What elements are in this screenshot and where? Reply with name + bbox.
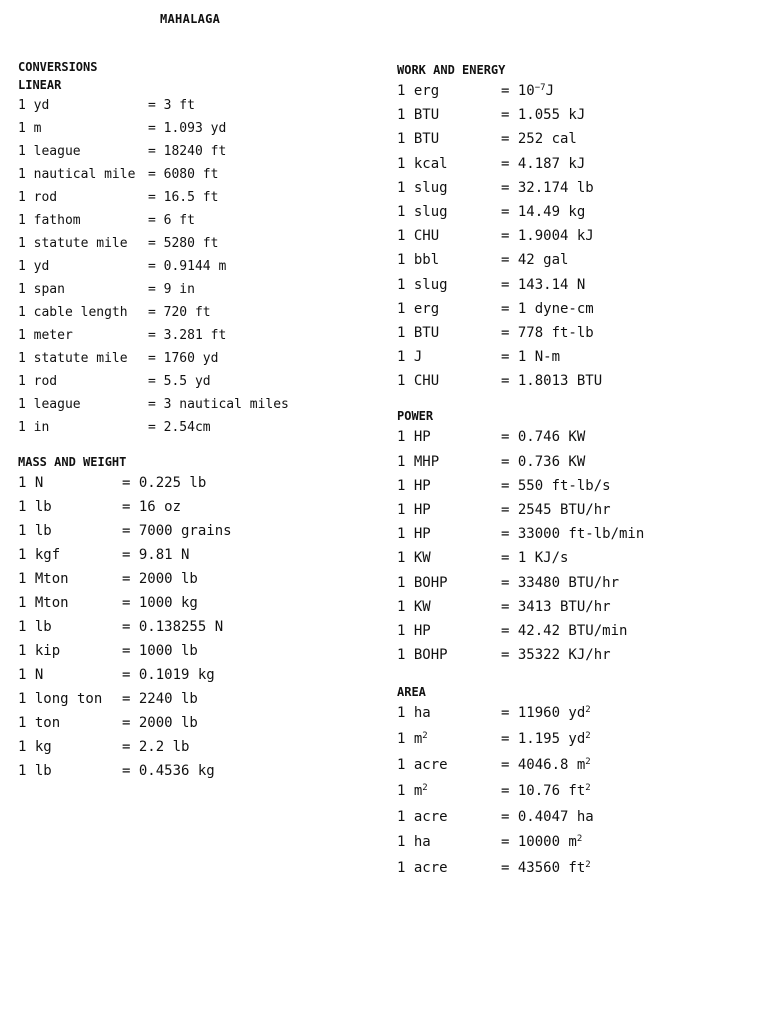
exponent: 2 xyxy=(585,756,591,767)
equivalent-value: = 1.8013 BTU xyxy=(501,373,603,390)
equivalent-value: = 10000 $m^2$ xyxy=(501,834,583,851)
conversion-row xyxy=(397,546,757,570)
conversion-row xyxy=(18,639,378,663)
exponent: 2 xyxy=(585,731,591,742)
unit-label: 1 long ton xyxy=(18,691,103,707)
equivalent-value: = 1 dyne-cm xyxy=(501,300,594,317)
conversion-row xyxy=(18,370,378,393)
equivalent-value: = 1.055 kJ xyxy=(501,107,586,124)
conversion-row xyxy=(18,94,378,117)
equivalent-value: = 42.42 BTU/min xyxy=(501,622,628,639)
unit-label: 1 acre xyxy=(397,860,448,877)
equivalent-value: = 2000 lb xyxy=(122,715,198,731)
exponent: 2 xyxy=(585,860,591,871)
equivalent-value: = 1000 lb xyxy=(122,643,198,659)
conversion-row xyxy=(397,450,757,474)
equivalent-value: = 9.81 N xyxy=(122,547,190,563)
equivalent-value: = 16 oz xyxy=(122,499,182,515)
unit-label: 1 lb xyxy=(18,619,52,635)
conversion-row xyxy=(18,278,378,301)
unit-label: 1 statute mile xyxy=(18,351,128,366)
conversion-row xyxy=(397,248,757,272)
conversion-row xyxy=(18,416,378,439)
conversion-row xyxy=(397,297,757,321)
exponent: −7 xyxy=(534,83,546,93)
conversion-row xyxy=(18,567,378,591)
conversion-row xyxy=(18,301,378,324)
conversion-row xyxy=(397,79,757,103)
unit-label: 1 $m^2$ xyxy=(397,782,428,799)
equivalent-value: = 0.4047 ha xyxy=(501,808,594,825)
linear-section xyxy=(18,76,378,439)
conversion-row xyxy=(18,759,378,783)
unit-label: 1 slug xyxy=(397,179,448,196)
unit-label: 1 BOHP xyxy=(397,647,448,664)
equivalent-value: = 33480 BTU/hr xyxy=(501,574,620,591)
equivalent-value: = 14.49 kg xyxy=(501,203,586,220)
unit-label: 1 BTU xyxy=(397,131,440,148)
exponent: 2 xyxy=(422,782,428,793)
conversion-row xyxy=(18,711,378,735)
equivalent-value: = 0.736 KW xyxy=(501,453,586,470)
conversion-row xyxy=(18,163,378,186)
equivalent-value: = 3 ft xyxy=(148,98,195,113)
conversion-row xyxy=(18,735,378,759)
unit-label: 1 rod xyxy=(18,374,58,389)
conversion-row xyxy=(397,273,757,297)
equivalent-value: = 1.093 yd xyxy=(148,121,227,136)
unit-label: 1 fathom xyxy=(18,213,81,228)
conversion-row xyxy=(397,369,757,393)
equivalent-value: = 42 gal xyxy=(501,252,569,269)
equivalent-value: = 9 in xyxy=(148,282,195,297)
unit-label: 1 kgf xyxy=(18,547,61,563)
unit-label: 1 ha xyxy=(397,834,431,851)
unit-label: 1 HP xyxy=(397,526,431,543)
equivalent-value: = 2240 lb xyxy=(122,691,198,707)
equivalent-value: = 3 nautical miles xyxy=(148,397,289,412)
conversion-row xyxy=(397,152,757,176)
unit-label: 1 lb xyxy=(18,763,52,779)
unit-label: 1 m xyxy=(18,121,42,136)
equivalent-value: = 0.1019 kg xyxy=(122,667,215,683)
unit-label: 1 kg xyxy=(18,739,52,755)
conversion-row xyxy=(18,393,378,416)
conversion-row xyxy=(397,643,757,667)
equivalent-value: = 3.281 ft xyxy=(148,328,227,343)
equivalent-value: = 32.174 lb xyxy=(501,179,594,196)
equivalent-value: = 2.54cm xyxy=(148,420,211,435)
unit-label: 1 slug xyxy=(397,276,448,293)
unit-label: 1 league xyxy=(18,144,81,159)
power-section xyxy=(397,407,757,667)
conversion-row xyxy=(397,498,757,522)
conversion-row xyxy=(397,830,757,856)
conversion-row xyxy=(18,615,378,639)
conversion-row xyxy=(397,224,757,248)
conversion-row xyxy=(18,495,378,519)
right-column xyxy=(397,61,757,882)
unit-label: 1 slug xyxy=(397,203,448,220)
section-heading: MASS AND WEIGHT xyxy=(18,455,127,469)
equivalent-value: = 5.5 yd xyxy=(148,374,211,389)
equivalent-value: = 1.195 $yd^2$ xyxy=(501,731,591,748)
left-column xyxy=(18,58,378,783)
exponent: 2 xyxy=(585,705,591,716)
unit-label: 1 erg xyxy=(397,300,440,317)
unit-label: 1 BOHP xyxy=(397,574,448,591)
unit-label: 1 statute mile xyxy=(18,236,128,251)
conversion-row xyxy=(18,591,378,615)
equivalent-value: = 720 ft xyxy=(148,305,211,320)
equivalent-value: = 1.9004 kJ xyxy=(501,228,594,245)
conversion-row xyxy=(397,779,757,805)
conversion-row xyxy=(18,471,378,495)
equivalent-value: = 3413 BTU/hr xyxy=(501,598,611,615)
equivalent-value: = 143.14 N xyxy=(501,276,586,293)
unit-label: 1 acre xyxy=(397,808,448,825)
unit-label: 1 ha xyxy=(397,705,431,722)
conversion-row xyxy=(18,663,378,687)
conversion-row xyxy=(397,856,757,882)
conversion-row xyxy=(18,232,378,255)
equivalent-value: = 16.5 ft xyxy=(148,190,219,205)
equivalent-value: = $10^{-7}J$ xyxy=(501,83,554,99)
unit-label: 1 BTU xyxy=(397,107,440,124)
equivalent-value: = 550 ft-lb/s xyxy=(501,477,611,494)
conversion-row xyxy=(18,117,378,140)
equivalent-value: = 1000 kg xyxy=(122,595,198,611)
unit-label: 1 ton xyxy=(18,715,61,731)
unit-label: 1 CHU xyxy=(397,373,440,390)
equivalent-value: = 5280 ft xyxy=(148,236,219,251)
conversion-row xyxy=(18,347,378,370)
conversion-row xyxy=(18,209,378,232)
equivalent-value: = 1 KJ/s xyxy=(501,550,569,567)
unit-label: 1 $m^2$ xyxy=(397,731,428,748)
section-heading: LINEAR xyxy=(18,78,62,92)
unit-label: 1 BTU xyxy=(397,324,440,341)
unit-label: 1 kcal xyxy=(397,155,448,172)
equivalent-value: = 778 ft-lb xyxy=(501,324,594,341)
conversion-row xyxy=(397,127,757,151)
conversion-row xyxy=(397,571,757,595)
conversion-row xyxy=(397,200,757,224)
section-heading: AREA xyxy=(397,685,426,700)
conversion-row xyxy=(397,176,757,200)
conversion-row xyxy=(397,474,757,498)
unit-label: 1 J xyxy=(397,349,423,366)
conversion-row xyxy=(397,321,757,345)
conversion-row xyxy=(397,595,757,619)
unit-label: 1 erg xyxy=(397,83,440,99)
unit-label: 1 kip xyxy=(18,643,61,659)
conversion-row xyxy=(397,727,757,753)
unit-label: 1 N xyxy=(18,475,44,491)
equivalent-value: = 33000 ft-lb/min xyxy=(501,526,645,543)
unit-label: 1 HP xyxy=(397,502,431,518)
conversion-row xyxy=(397,103,757,127)
equivalent-value: = 1760 yd xyxy=(148,351,219,366)
unit-label: 1 rod xyxy=(18,190,58,205)
equivalent-value: = 0.746 KW xyxy=(501,429,586,446)
equivalent-value: = 10.76 $ft^2$ xyxy=(501,782,591,799)
conversion-row xyxy=(397,425,757,449)
document-title: MAHALAGA xyxy=(160,12,221,26)
unit-label: 1 Mton xyxy=(18,595,69,611)
conversion-row xyxy=(18,324,378,347)
conversions-heading: CONVERSIONS xyxy=(18,60,98,74)
conversion-row xyxy=(397,753,757,779)
unit-label: 1 lb xyxy=(18,499,52,515)
conversion-row xyxy=(397,619,757,643)
unit-label: 1 nautical mile xyxy=(18,167,136,182)
unit-label: 1 KW xyxy=(397,598,431,615)
equivalent-value: = 6080 ft xyxy=(148,167,219,182)
conversion-row xyxy=(18,255,378,278)
exponent: 2 xyxy=(585,782,591,793)
unit-label: 1 HP xyxy=(397,429,431,446)
section-heading: WORK AND ENERGY xyxy=(397,63,506,77)
unit-label: 1 league xyxy=(18,397,81,412)
equivalent-value: = 0.138255 N xyxy=(122,619,224,635)
unit-label: 1 acre xyxy=(397,756,448,773)
unit-label: 1 KW xyxy=(397,550,431,567)
equivalent-value: = 252 cal xyxy=(501,131,577,148)
mass-weight-section xyxy=(18,453,378,783)
equivalent-value: = 0.4536 kg xyxy=(122,763,215,779)
unit-label: 1 span xyxy=(18,282,65,297)
conversion-row xyxy=(18,519,378,543)
equivalent-value: = 18240 ft xyxy=(148,144,227,159)
conversion-row xyxy=(18,687,378,711)
unit-label: 1 cable length xyxy=(18,305,128,320)
unit-label: 1 HP xyxy=(397,622,431,639)
unit-label: 1 CHU xyxy=(397,228,440,245)
equivalent-value: = 4046.8 $m^2$ xyxy=(501,756,591,773)
unit-label: 1 lb xyxy=(18,523,52,539)
conversion-row xyxy=(397,522,757,546)
area-section xyxy=(397,683,757,882)
unit-label: 1 yd xyxy=(18,98,50,113)
exponent: 2 xyxy=(576,834,583,845)
equivalent-value: = 0.225 lb xyxy=(122,475,207,491)
equivalent-value: = 11960 $yd^2$ xyxy=(501,705,591,722)
conversion-row xyxy=(397,701,757,727)
equivalent-value: = 4.187 kJ xyxy=(501,155,586,172)
unit-label: 1 HP xyxy=(397,477,431,494)
unit-label: 1 N xyxy=(18,667,44,683)
equivalent-value: = 7000 grains xyxy=(122,523,232,539)
equivalent-value: = 0.9144 m xyxy=(148,259,227,274)
equivalent-value: = 35322 KJ/hr xyxy=(501,647,611,664)
equivalent-value: = 2.2 lb xyxy=(122,739,190,755)
conversion-row xyxy=(397,805,757,831)
unit-label: 1 Mton xyxy=(18,571,69,587)
equivalent-value: = 43560 $ft^2$ xyxy=(501,860,591,877)
section-heading: POWER xyxy=(397,409,434,424)
unit-label: 1 yd xyxy=(18,259,50,274)
conversion-row xyxy=(18,186,378,209)
equivalent-value: = 1 N-m xyxy=(501,349,561,366)
unit-label: 1 bbl xyxy=(397,252,440,269)
equivalent-value: = 2000 lb xyxy=(122,571,198,587)
exponent: 2 xyxy=(422,731,428,742)
unit-label: 1 meter xyxy=(18,328,73,343)
equivalent-value: = 2545 BTU/hr xyxy=(501,502,611,518)
equivalent-value: = 6 ft xyxy=(148,213,195,228)
unit-label: 1 MHP xyxy=(397,453,440,470)
work-energy-section xyxy=(397,61,757,393)
conversion-row xyxy=(18,543,378,567)
unit-label: 1 in xyxy=(18,420,50,435)
conversion-row xyxy=(18,140,378,163)
conversion-row xyxy=(397,345,757,369)
